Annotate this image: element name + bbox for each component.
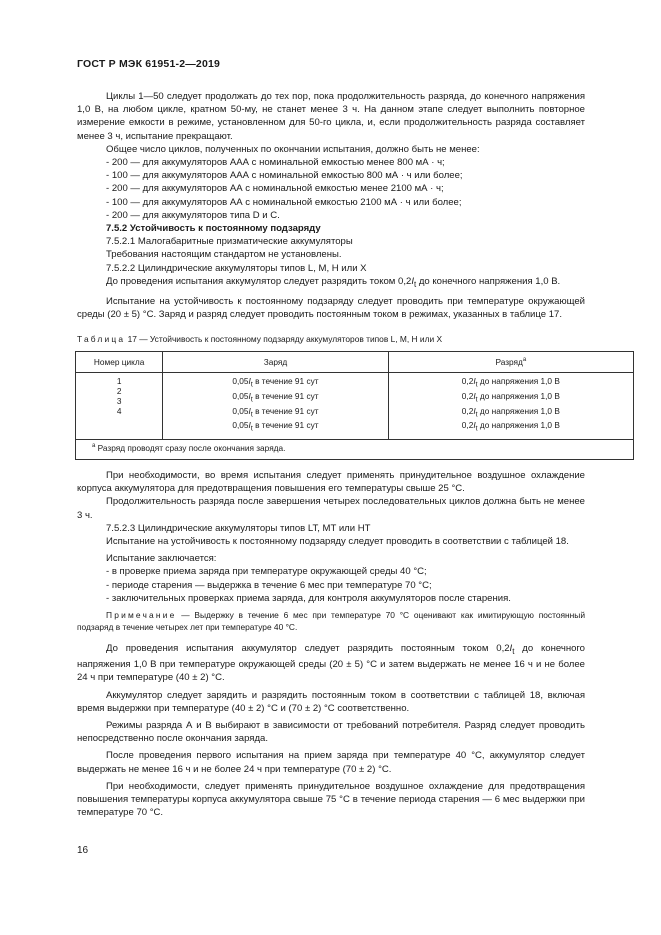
paragraph-not-established: Требования настоящим стандартом не установлены. [106,249,342,261]
list-item: - 200 — для аккумуляторов АА с номинальной емкостью менее 2100 мА · ч; [106,183,444,195]
table-header-row [76,352,634,373]
cycle-number: 4 [116,406,122,417]
table-row [76,373,634,440]
table-header-cell: Разряд$^a$ [388,352,633,373]
standard-header: ГОСТ Р МЭК 61951-2—2019 [77,58,221,70]
charge-value: $0,05I_t$ в течение 91 сут [232,376,319,390]
list-item: - 100 — для аккумуляторов АА с номинальной емкостью 2100 мА · ч или более; [106,196,462,208]
paragraph-test-consists: Испытание заключается: [106,553,217,565]
list-item: - 200 — для аккумуляторов ААА с номинальной емкостью менее 800 мА · ч; [106,157,445,169]
cycle-number: 2 [116,386,122,397]
subsection-heading-7-5-2-1: 7.5.2.1 Малогабаритные призматические аккумуляторы [106,236,353,248]
paragraph-aging: После проведения первого испытания на прием заряда при температуре 40 °С, аккумулятор следует выдержать не менее 16 ч и не более 24 ч при температуре (70 ± 2) °С. [77,750,585,775]
charge-value: $0,05I_t$ в течение 91 сут [232,420,319,433]
discharge-value: $0,2I_t$ до напряжения 1,0 В [461,391,560,404]
subsection-heading-7-5-2-2: 7.5.2.2 Цилиндрические аккумуляторы типов L, M, H или X [106,262,367,274]
cycle-number: 3 [116,396,122,407]
list-item: - 200 — для аккумуляторов типа D и C. [106,209,280,221]
table-17 [75,351,634,460]
list-item: - заключительных проверках приема заряда, для контроля аккумуляторов после старения. [106,592,511,604]
paragraph-discharge-duration: Продолжительность разряда после завершения четырех последовательных циклов должна быть не менее 3 ч. [77,496,585,521]
page-number: 16 [77,845,89,856]
charge-value: $0,05I_t$ в течение 91 сут [232,391,319,404]
paragraph-charge-discharge: Аккумулятор следует зарядить и разрядить постоянным током в соответствии с таблицей 18, включая время выдержки при температуре (40 ± 2) °С и (70 ± 2) °С соответственно. [77,689,585,714]
paragraph-cooling: При необходимости, во время испытания следует применять принудительное воздушное охлаждение корпуса аккумулятора для предотвращения повышения его температуры свыше 25 °С. [77,469,585,495]
section-heading-7-5-2: 7.5.2 Устойчивость к постоянному подзаряду [106,223,321,235]
paragraph-discharge-modes: Режимы разряда А и В выбирают в зависимости от требований потребителя. Разряд следует проводить непосредственно после окончания заряда. [77,719,585,745]
cycle-requirements-list [77,156,585,222]
note: Примечание — Выдержку в течение 6 мес при температуре 70 °С оценивают как имитирующую постоянный подзаряд в течение четырех лет при температуре 40 °С. [77,610,585,632]
list-item: - в проверке приема заряда при температуре окружающей среды 40 °С; [106,566,427,578]
paragraph-pre-discharge: До проведения испытания аккумулятор следует разрядить током $0,2I_t$ до конечного напряжения 1,0 В. [106,275,561,289]
paragraph-discharge-storage: До проведения испытания аккумулятор следует разрядить постоянным током $0,2I_t$ до конечного напряжения 1,0 В при температуре окружающей среды (20 ± 5) °С и затем выдержать не менее 16 ч и не более 24 ч при температуре (40 ± 2) °С. [77,643,585,684]
list-item: - периоде старения — выдержка в течение 6 мес при температуре 70 °С; [106,579,432,591]
test-steps-list [77,565,585,605]
charge-value: $0,05I_t$ в течение 91 сут [232,405,319,419]
paragraph-forced-cooling: При необходимости, следует применять принудительное воздушное охлаждение для предотвращения повышения температуры корпуса аккумулятора свыше 75 °С в течение периода старения — 6 мес выдержки при температуре 70 °С. [77,780,585,819]
paragraph-test-conditions: Испытание на устойчивость к постоянному подзаряду следует проводить при температуре окружающей среды (20 ± 5) °С. Заряд и разряд следует проводить постоянным током в режимах, указанных в таблице 17. [77,295,585,321]
table-header-cell: Заряд [163,352,388,373]
subsection-heading-7-5-2-3: 7.5.2.3 Цилиндрические аккумуляторы типов LT, MT или HT [106,522,371,534]
cycle-numbers-cell [76,373,163,440]
table-footnote: $^a$ Разряд проводят сразу после окончания заряда. [76,439,634,459]
paragraph-cycles: Циклы 1—50 следует продолжать до тех пор, пока продолжительность разряда, до конечного напряжения 1,0 В, на любом цикле, кратном 50-му, не станет менее 3 ч. На данном этапе следует выполнить повторное измерение емкости в режиме, установленном для 50-го цикла, и, если продолжительность разряда составляет менее 3 ч, испытание прекращают. [77,91,585,142]
table-footnote-row [76,439,634,459]
paragraph-total-cycles: Общее число циклов, полученных по окончании испытания, должно быть не менее: [106,143,480,155]
page-content [77,90,585,819]
table-caption: Таблица 17 — Устойчивость к постоянному подзаряду аккумуляторов типов L, M, H или X [77,334,443,345]
cycle-number: 1 [116,376,122,387]
table-header-cell: Номер цикла [76,352,163,373]
discharge-value: $0,2I_t$ до напряжения 1,0 В [461,376,560,390]
discharge-value: $0,2I_t$ до напряжения 1,0 В [461,420,560,433]
list-item: - 100 — для аккумуляторов ААА с номинальной емкостью 800 мА · ч или более; [106,170,463,182]
discharge-value: $0,2I_t$ до напряжения 1,0 В [461,405,560,419]
paragraph-table-18-ref: Испытание на устойчивость к постоянному подзаряду следует проводить в соответствии с таблицей 18. [106,536,569,547]
discharge-cell [388,373,633,440]
charge-cell [163,373,388,440]
